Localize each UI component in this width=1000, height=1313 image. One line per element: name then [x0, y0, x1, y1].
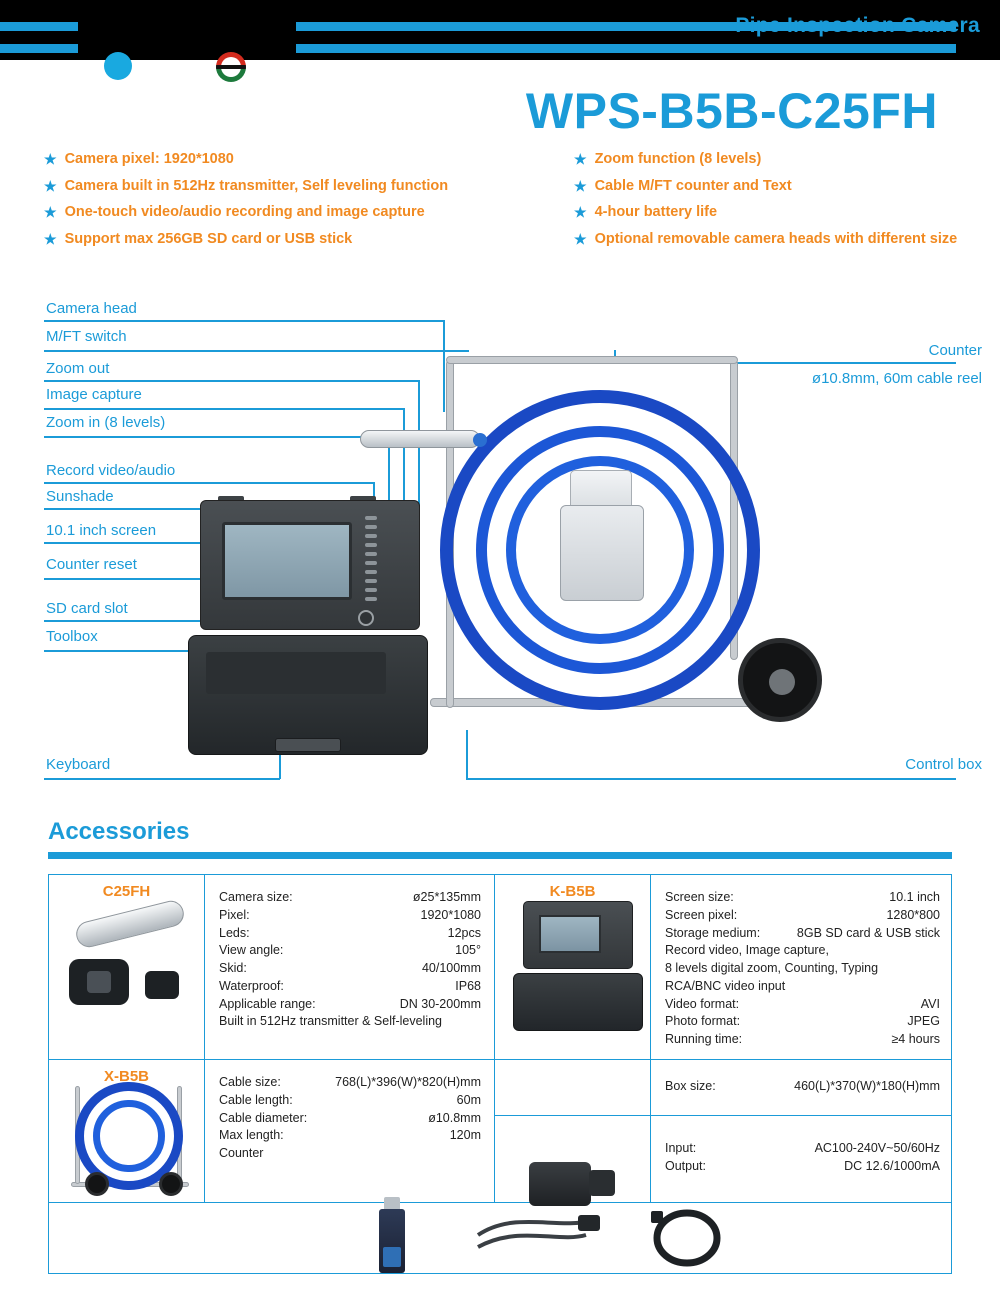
spec-key: Skid: — [219, 961, 247, 975]
controlbox-image-cell — [495, 875, 651, 1060]
feature-text: Camera pixel: 1920*1080 — [64, 151, 234, 167]
reel-frame-bar — [446, 356, 738, 364]
controlbox-model-label: K-B5B — [549, 883, 596, 900]
callout-counter: Counter — [928, 342, 982, 359]
camera-image-cell — [49, 875, 205, 1060]
power-cable-icon — [474, 1209, 604, 1267]
psu-specs — [665, 1140, 940, 1176]
feature-text: Cable M/FT counter and Text — [594, 177, 792, 194]
camera-lens-icon — [145, 971, 179, 999]
accessories-title: Accessories — [48, 818, 190, 845]
camera-note: Built in 512Hz transmitter & Self-leveling — [219, 1014, 443, 1029]
spec-value: 120m — [449, 1128, 481, 1143]
camera-model-label: C25FH — [102, 883, 151, 900]
feature-text: One-touch video/audio recording and image capture — [64, 204, 425, 221]
spec-value: 768(L)*396(W)*820(H)mm — [335, 1075, 481, 1089]
spec-row — [665, 996, 940, 1014]
coiled-cable-icon — [647, 1209, 727, 1267]
spec-row — [665, 907, 940, 925]
spec-key: View angle: — [219, 943, 284, 958]
star-icon: ★ — [574, 204, 587, 221]
accessories-divider — [48, 852, 952, 859]
feature-column-left — [44, 150, 594, 256]
feature-text: Optional removable camera heads with different size — [594, 230, 958, 247]
reel-specs — [219, 1074, 481, 1163]
spec-key: Max length: — [219, 1128, 284, 1143]
psu-spec-cell — [651, 1116, 952, 1203]
spec-value: AVI — [920, 996, 940, 1011]
callout-sd-card-slot: SD card slot — [46, 600, 128, 617]
spec-row — [665, 1013, 940, 1031]
spec-value: JPEG — [907, 1014, 940, 1029]
header-accent-bar-4 — [296, 44, 956, 53]
spec-row — [219, 925, 481, 943]
feature-text: Zoom function (8 levels) — [594, 151, 762, 167]
header-accent-bar-1 — [0, 22, 78, 31]
feature-item — [574, 150, 974, 170]
model-number: WPS-B5B-C25FH — [525, 83, 938, 139]
psu-image-cell — [495, 1116, 651, 1203]
spec-value: 8GB SD card & USB stick — [796, 925, 940, 940]
spec-row — [665, 889, 940, 907]
callout-cable-reel: ø10.8mm, 60m cable reel — [811, 370, 982, 387]
star-icon: ★ — [574, 151, 587, 167]
spec-value: 1280*800 — [886, 907, 940, 922]
feature-text: 4-hour battery life — [594, 204, 718, 221]
product-diagram — [0, 290, 1000, 790]
star-icon: ★ — [44, 230, 57, 247]
star-icon: ★ — [574, 230, 587, 247]
spec-value: IP68 — [455, 978, 481, 993]
spec-key: Cable length: — [219, 1092, 293, 1107]
spec-value: DC 12.6/1000mA — [844, 1158, 940, 1173]
feature-item — [44, 203, 594, 223]
control-box-base-icon — [513, 973, 643, 1031]
callout-camera-head: Camera head — [46, 300, 137, 317]
star-icon: ★ — [44, 204, 57, 221]
spec-row — [665, 1078, 940, 1096]
reel-wheel-icon — [159, 1172, 183, 1196]
control-box-screen — [222, 522, 352, 600]
camera-head — [360, 430, 480, 448]
spec-key: Leds: — [219, 925, 250, 940]
controlbox-spec-cell — [651, 875, 952, 1060]
feature-item — [574, 177, 974, 197]
spec-value: 460(L)*370(W)*180(H)mm — [794, 1079, 940, 1093]
camera-skid-icon — [69, 959, 129, 1005]
star-icon: ★ — [44, 151, 57, 167]
callout-mft-switch: M/FT switch — [46, 328, 127, 345]
control-box-keyboard — [206, 652, 386, 694]
header-accent-bar-2 — [0, 44, 78, 53]
page-title: Pipe Inspection Camera — [735, 14, 980, 37]
spec-row — [219, 1127, 481, 1145]
feature-item — [574, 203, 974, 223]
feature-text: Support max 256GB SD card or USB stick — [64, 230, 353, 247]
reel-wheel-icon — [85, 1172, 109, 1196]
spec-key: Input: — [665, 1141, 697, 1155]
spec-key: Screen pixel: — [665, 907, 738, 922]
feature-item — [44, 230, 594, 250]
callout-zoom-in: Zoom in (8 levels) — [46, 414, 166, 431]
spec-key: Output: — [665, 1158, 706, 1173]
reel-spec-cell — [205, 1060, 495, 1203]
controlbox-boxsize-image-cell — [495, 1060, 651, 1116]
feature-item — [44, 177, 594, 197]
spec-key: Waterproof: — [219, 978, 284, 993]
spec-value: 10.1 inch — [889, 890, 940, 904]
camera-head-icon — [73, 898, 186, 950]
controlbox-specs — [665, 889, 940, 1049]
spec-value: 40/100mm — [421, 961, 481, 975]
spec-value: DN 30-200mm — [399, 996, 481, 1011]
spec-row — [219, 1110, 481, 1128]
control-box-screen-icon — [539, 915, 601, 953]
feature-column-right — [574, 150, 974, 256]
spec-key: Screen size: — [665, 890, 734, 904]
spec-value: 12pcs — [447, 925, 481, 940]
spec-row — [219, 960, 481, 978]
reel-wheel — [738, 638, 822, 722]
control-box-knob — [358, 610, 374, 626]
callout-keyboard: Keyboard — [46, 756, 111, 773]
callout-counter-reset: Counter reset — [46, 556, 137, 573]
spec-row — [665, 925, 940, 943]
power-plug-icon — [589, 1170, 615, 1196]
spec-key: Cable size: — [219, 1075, 281, 1089]
spec-key: Box size: — [665, 1079, 716, 1093]
callout-record: Record video/audio — [46, 462, 176, 479]
spec-key: Applicable range: — [219, 996, 316, 1011]
spec-row — [219, 889, 481, 907]
spec-key: Storage medium: — [665, 925, 761, 940]
spec-value: 105° — [455, 943, 481, 958]
callout-zoom-out: Zoom out — [46, 360, 110, 377]
feature-item — [574, 230, 974, 250]
spec-row — [665, 1140, 940, 1158]
callout-image-capture: Image capture — [46, 386, 142, 403]
controlbox-feature-line: Record video, Image capture, — [665, 943, 829, 958]
usb-sd-stick-icon — [379, 1209, 405, 1267]
cable-reel — [420, 330, 940, 780]
controlbox-feature-line: 8 levels digital zoom, Counting, Typing — [665, 961, 879, 975]
feature-text: Camera built in 512Hz transmitter, Self leveling function — [64, 177, 449, 194]
reel-cable-inner-icon — [93, 1100, 165, 1172]
sd-card-icon — [383, 1247, 401, 1267]
reel-image-cell — [49, 1060, 205, 1203]
spec-value: AC100-240V~50/60Hz — [814, 1141, 940, 1155]
spec-key: Photo format: — [665, 1014, 741, 1029]
spec-row — [219, 996, 481, 1014]
spec-row — [219, 1092, 481, 1110]
spec-key: Running time: — [665, 1032, 743, 1046]
control-box-handle — [275, 738, 341, 752]
spec-value: 60m — [456, 1092, 481, 1107]
spec-key: Cable diameter: — [219, 1110, 308, 1125]
reel-model-label: X-B5B — [103, 1068, 149, 1085]
controlbox-feature-line: RCA/BNC video input — [665, 978, 786, 993]
product-photo — [160, 310, 990, 780]
callout-sunshade: Sunshade — [46, 488, 114, 505]
feature-item — [44, 150, 594, 170]
power-adapter-icon — [529, 1162, 591, 1206]
star-icon: ★ — [574, 177, 587, 194]
spec-value: ø25*135mm — [412, 890, 481, 904]
camera-specs — [219, 889, 481, 1031]
page-header — [0, 0, 1000, 60]
callout-control-box: Control box — [905, 756, 982, 773]
spec-key: Camera size: — [219, 890, 293, 904]
controlbox-boxsize-cell — [651, 1060, 952, 1116]
spec-row — [219, 942, 481, 960]
star-icon: ★ — [44, 177, 57, 194]
accessories-table — [48, 874, 952, 1274]
callout-screen: 10.1 inch screen — [46, 522, 157, 539]
reel-counter-label: Counter — [219, 1146, 264, 1160]
spec-row — [665, 1158, 940, 1176]
spec-value: 1920*1080 — [420, 907, 481, 922]
spec-row — [219, 1074, 481, 1092]
spec-row — [219, 978, 481, 996]
spec-row — [665, 1031, 940, 1049]
brand-dot-icon — [104, 52, 132, 80]
boxsize-specs — [665, 1078, 940, 1096]
spec-value: ≥4 hours — [891, 1032, 940, 1046]
brand-ring-icon — [216, 52, 246, 82]
control-box-buttons — [365, 516, 379, 606]
spec-value: ø10.8mm — [428, 1110, 481, 1125]
spec-key: Pixel: — [219, 907, 250, 922]
spec-key: Video format: — [665, 996, 740, 1011]
spec-row — [219, 907, 481, 925]
bottom-accessories-cell — [49, 1203, 952, 1273]
camera-spec-cell — [205, 875, 495, 1060]
reel-hub — [560, 505, 644, 601]
callout-toolbox: Toolbox — [46, 628, 98, 645]
